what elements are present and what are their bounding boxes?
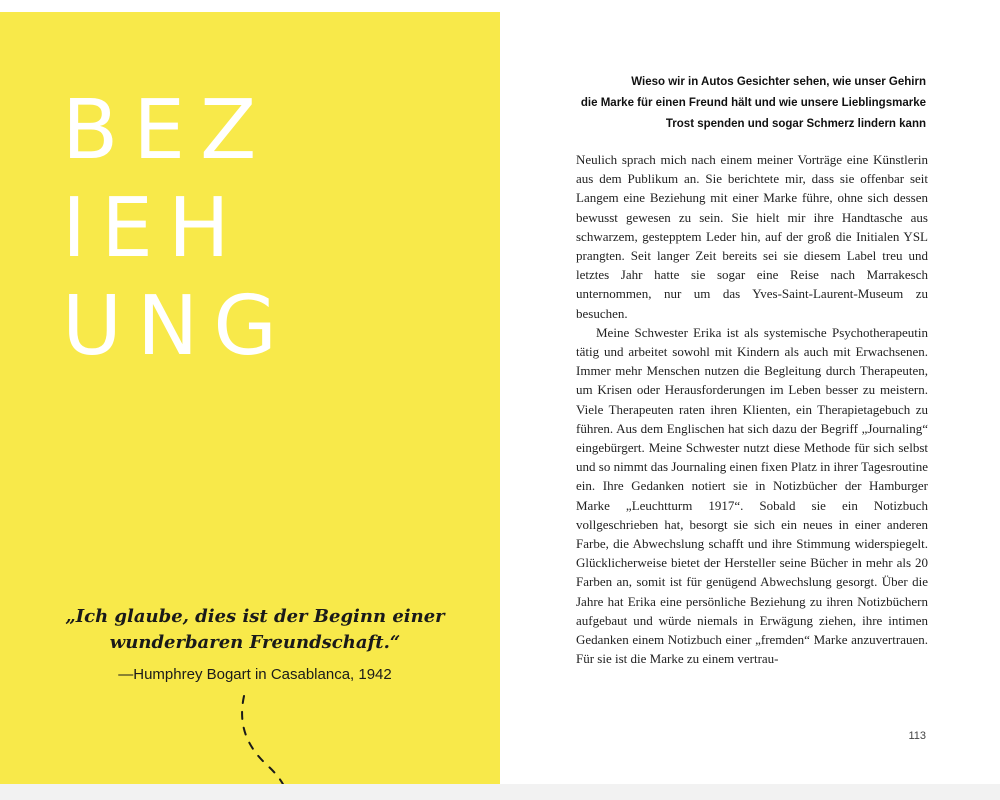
left-page — [0, 12, 500, 784]
dashed-path-decoration — [230, 694, 310, 784]
quote-line: wunderbaren Freundschaft.“ — [109, 632, 401, 653]
subtitle-line: die Marke für einen Freund hält und wie unsere Lieblingsmarke — [580, 97, 926, 109]
subtitle-line: Wieso wir in Autos Gesichter sehen, wie unser Gehirn — [631, 76, 926, 88]
subtitle-line: Trost spenden und sogar Schmerz lindern kann — [665, 118, 926, 130]
paragraph: Neulich sprach mich nach einem meiner Vorträge eine Künstlerin aus dem Publikum an. Sie berichtete mir, dass sie offenbar seit Langem eine Beziehung mit einer Marke führe, ohne sich dessen bewusst gewesen zu sein. Sie hielt mir ihre Handtasche aus schwarzem, gestepptem Leder hin, auf der groß die Initialen YSL prangten. Seit langer Zeit bereits sei sie diesem Label treu und letztes Jahr hatte sie sogar eine Reise nach Marrakesch unternommen, nur um das Yves-Saint-Laurent-Museum zu besuchen. — [576, 152, 928, 321]
quote-line: „Ich glaube, dies ist der Beginn einer — [65, 606, 445, 627]
body-text — [576, 150, 928, 668]
chapter-title-line: IEH — [62, 181, 245, 276]
chapter-title — [62, 82, 292, 376]
chapter-title-line: BEZ — [62, 83, 272, 178]
chapter-subtitle — [546, 72, 926, 135]
page-number: 113 — [908, 730, 926, 742]
page-bottom-edge — [0, 784, 1000, 800]
right-page — [500, 12, 1000, 784]
paragraph: Meine Schwester Erika ist als systemische Psychotherapeutin tätig und arbeitet sowohl mit Kindern als auch mit Erwachsenen. Immer mehr Menschen nutzen die Begleitung durch Therapeuten, um Krisen oder Herausforderungen im Leben besser zu meistern. Viele Therapeuten raten ihren Klienten, ein Therapietagebuch zu führen. Aus dem Englischen hat sich dazu der Begriff „Journaling“ eingebürgert. Meine Schwester nutzt diese Methode für sich selbst und so nimmt das Journaling einen fixen Platz in ihrer Tagesroutine ein. Ihre Gedanken notiert sie in Notizbücher der Hamburger Marke „Leuchtturm 1917“. Sobald sie ein Notizbuch vollgeschrieben hat, besorgt sie sich ein neues in einer anderen Farbe, die Abwechslung schafft und ihre Stimmung widerspiegelt. Glücklicherweise bietet der Hersteller seine Bücher in mehr als 20 Farben an, somit ist für genügend Abwechslung gesorgt. Über die Jahre hat Erika eine persönliche Beziehung zu ihren Notizbüchern aufgebaut und würde niemals in Erwägung ziehen, ihre intimen Gedanken einem Notizbuch einer „fremden“ Marke anzuvertrauen. Für sie ist die Marke zu einem vertrau- — [576, 324, 928, 667]
epigraph-quote — [40, 604, 470, 656]
chapter-title-line: UNG — [62, 279, 292, 374]
quote-attribution: —Humphrey Bogart in Casablanca, 1942 — [118, 666, 392, 683]
